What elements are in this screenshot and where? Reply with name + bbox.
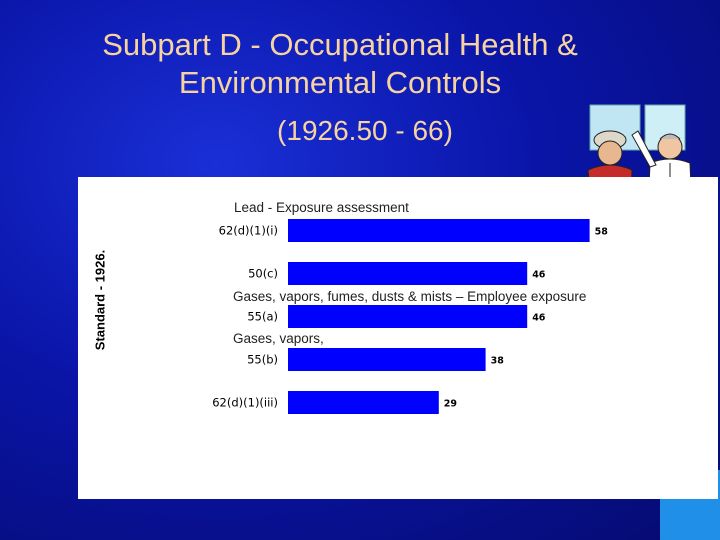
- overlay-text-lead: Lead - Exposure assessment: [234, 200, 409, 215]
- bar-value-label: 38: [490, 355, 504, 367]
- title-line-1: Subpart D - Occupational Health &: [102, 27, 578, 62]
- bar: [288, 305, 527, 328]
- bar-value-label: 29: [443, 398, 458, 410]
- category-label: 55(b): [247, 352, 278, 367]
- slide-title: [40, 26, 640, 102]
- category-label: 55(a): [247, 309, 278, 324]
- bar-value-label: 46: [532, 269, 546, 281]
- bar: [288, 262, 527, 285]
- bar-value-label: 46: [532, 312, 546, 324]
- category-label: 62(d)(1)(i): [218, 223, 278, 238]
- title-line-2: Environmental Controls: [178, 65, 502, 100]
- bar-value-label: 58: [594, 226, 608, 238]
- bar: [288, 348, 486, 371]
- bar: [288, 219, 590, 242]
- overlay-text-gases-full: Gases, vapors, fumes, dusts & mists – Employee exposure: [233, 289, 587, 304]
- slide-subtitle: (1926.50 - 66): [277, 115, 453, 146]
- chart-y-axis-label: Standard - 1926.: [92, 249, 108, 351]
- category-label: 62(d)(1)(iii): [212, 395, 278, 410]
- bar: [288, 391, 439, 414]
- category-label: 50(c): [248, 266, 278, 281]
- bar-chart: [78, 177, 718, 499]
- overlay-text-gases-short: Gases, vapors,: [233, 331, 324, 346]
